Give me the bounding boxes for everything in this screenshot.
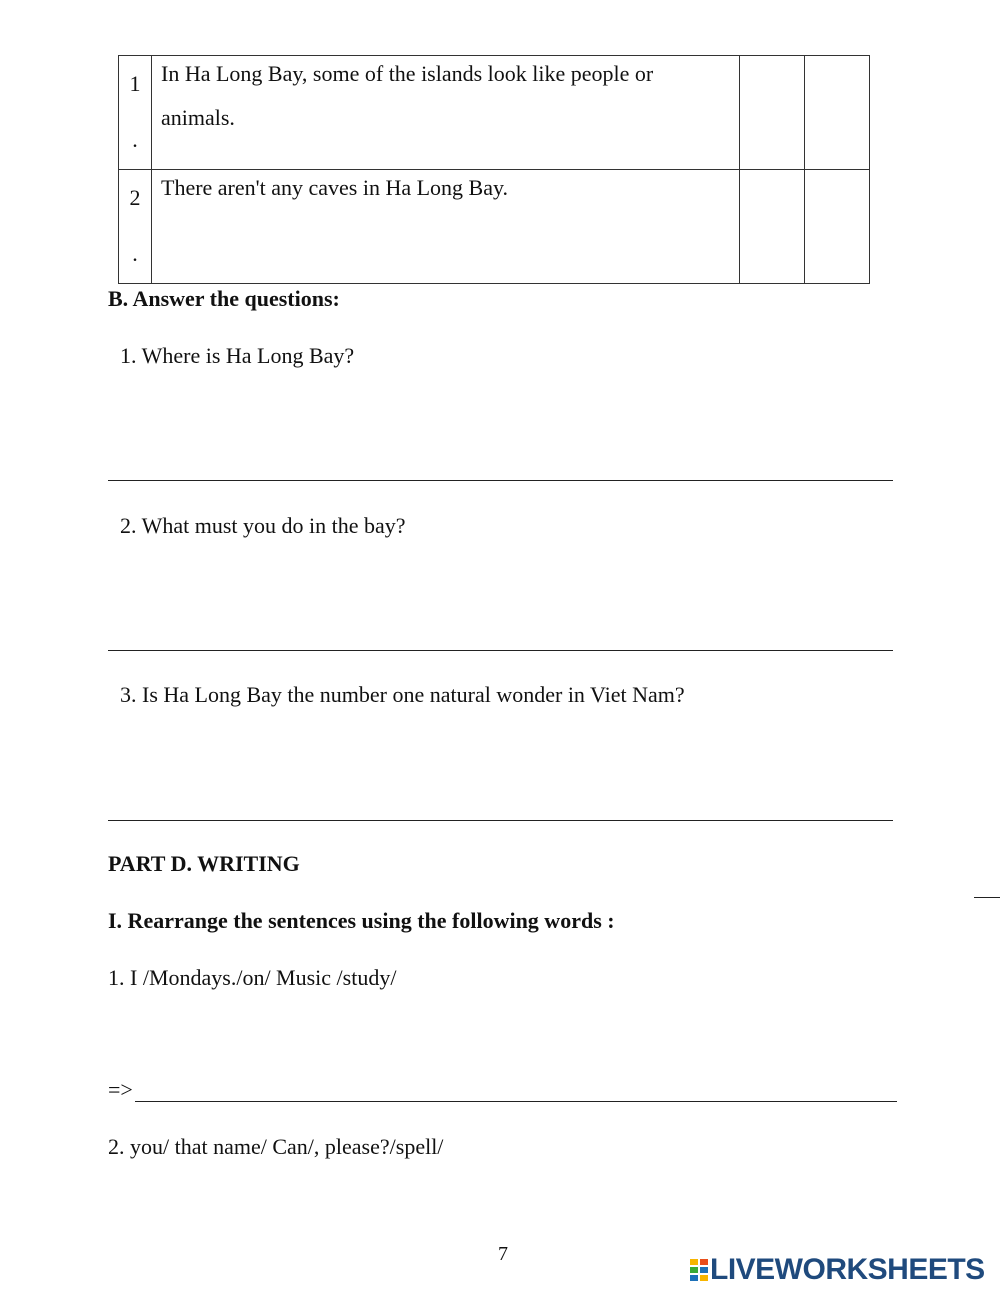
question-1: 1. Where is Ha Long Bay?	[120, 343, 355, 368]
page-number: 7	[498, 1243, 508, 1265]
part-d-title: PART D. WRITING	[108, 851, 300, 876]
false-answer-box[interactable]	[805, 56, 870, 170]
table-row	[119, 170, 870, 284]
table-row	[119, 56, 870, 170]
question-2: 2. What must you do in the bay?	[120, 513, 406, 538]
statement-cell	[152, 56, 740, 170]
section-b-title: B. Answer the questions:	[108, 286, 340, 311]
liveworksheets-logo	[690, 1253, 985, 1287]
statement-text: animals.	[161, 105, 235, 130]
statement-text: There aren't any caves in Ha Long Bay.	[161, 175, 509, 200]
answer-prefix: =>	[108, 1077, 133, 1102]
row-number: 2 .	[119, 170, 152, 284]
rearrange-item-1: 1. I /Mondays./on/ Music /study/	[108, 965, 397, 990]
answer-line-1[interactable]	[108, 480, 893, 481]
question-3: 3. Is Ha Long Bay the number one natural wonder in Viet Nam?	[120, 682, 685, 707]
answer-line-2[interactable]	[108, 650, 893, 651]
rearrange-answer-line-1[interactable]	[135, 1101, 897, 1102]
true-answer-box[interactable]	[740, 56, 805, 170]
part-d-subtitle: I. Rearrange the sentences using the following words :	[108, 908, 615, 933]
margin-mark	[974, 897, 1000, 898]
logo-icon	[690, 1259, 708, 1281]
answer-line-3[interactable]	[108, 820, 893, 821]
rearrange-item-2: 2. you/ that name/ Can/, please?/spell/	[108, 1134, 444, 1159]
true-false-table	[118, 55, 870, 284]
statement-text: In Ha Long Bay, some of the islands look like people or	[161, 61, 654, 86]
brand-name: LIVEWORKSHEETS	[710, 1253, 985, 1286]
row-number: 1 .	[119, 56, 152, 170]
statement-cell	[152, 170, 740, 284]
false-answer-box[interactable]	[805, 170, 870, 284]
true-answer-box[interactable]	[740, 170, 805, 284]
